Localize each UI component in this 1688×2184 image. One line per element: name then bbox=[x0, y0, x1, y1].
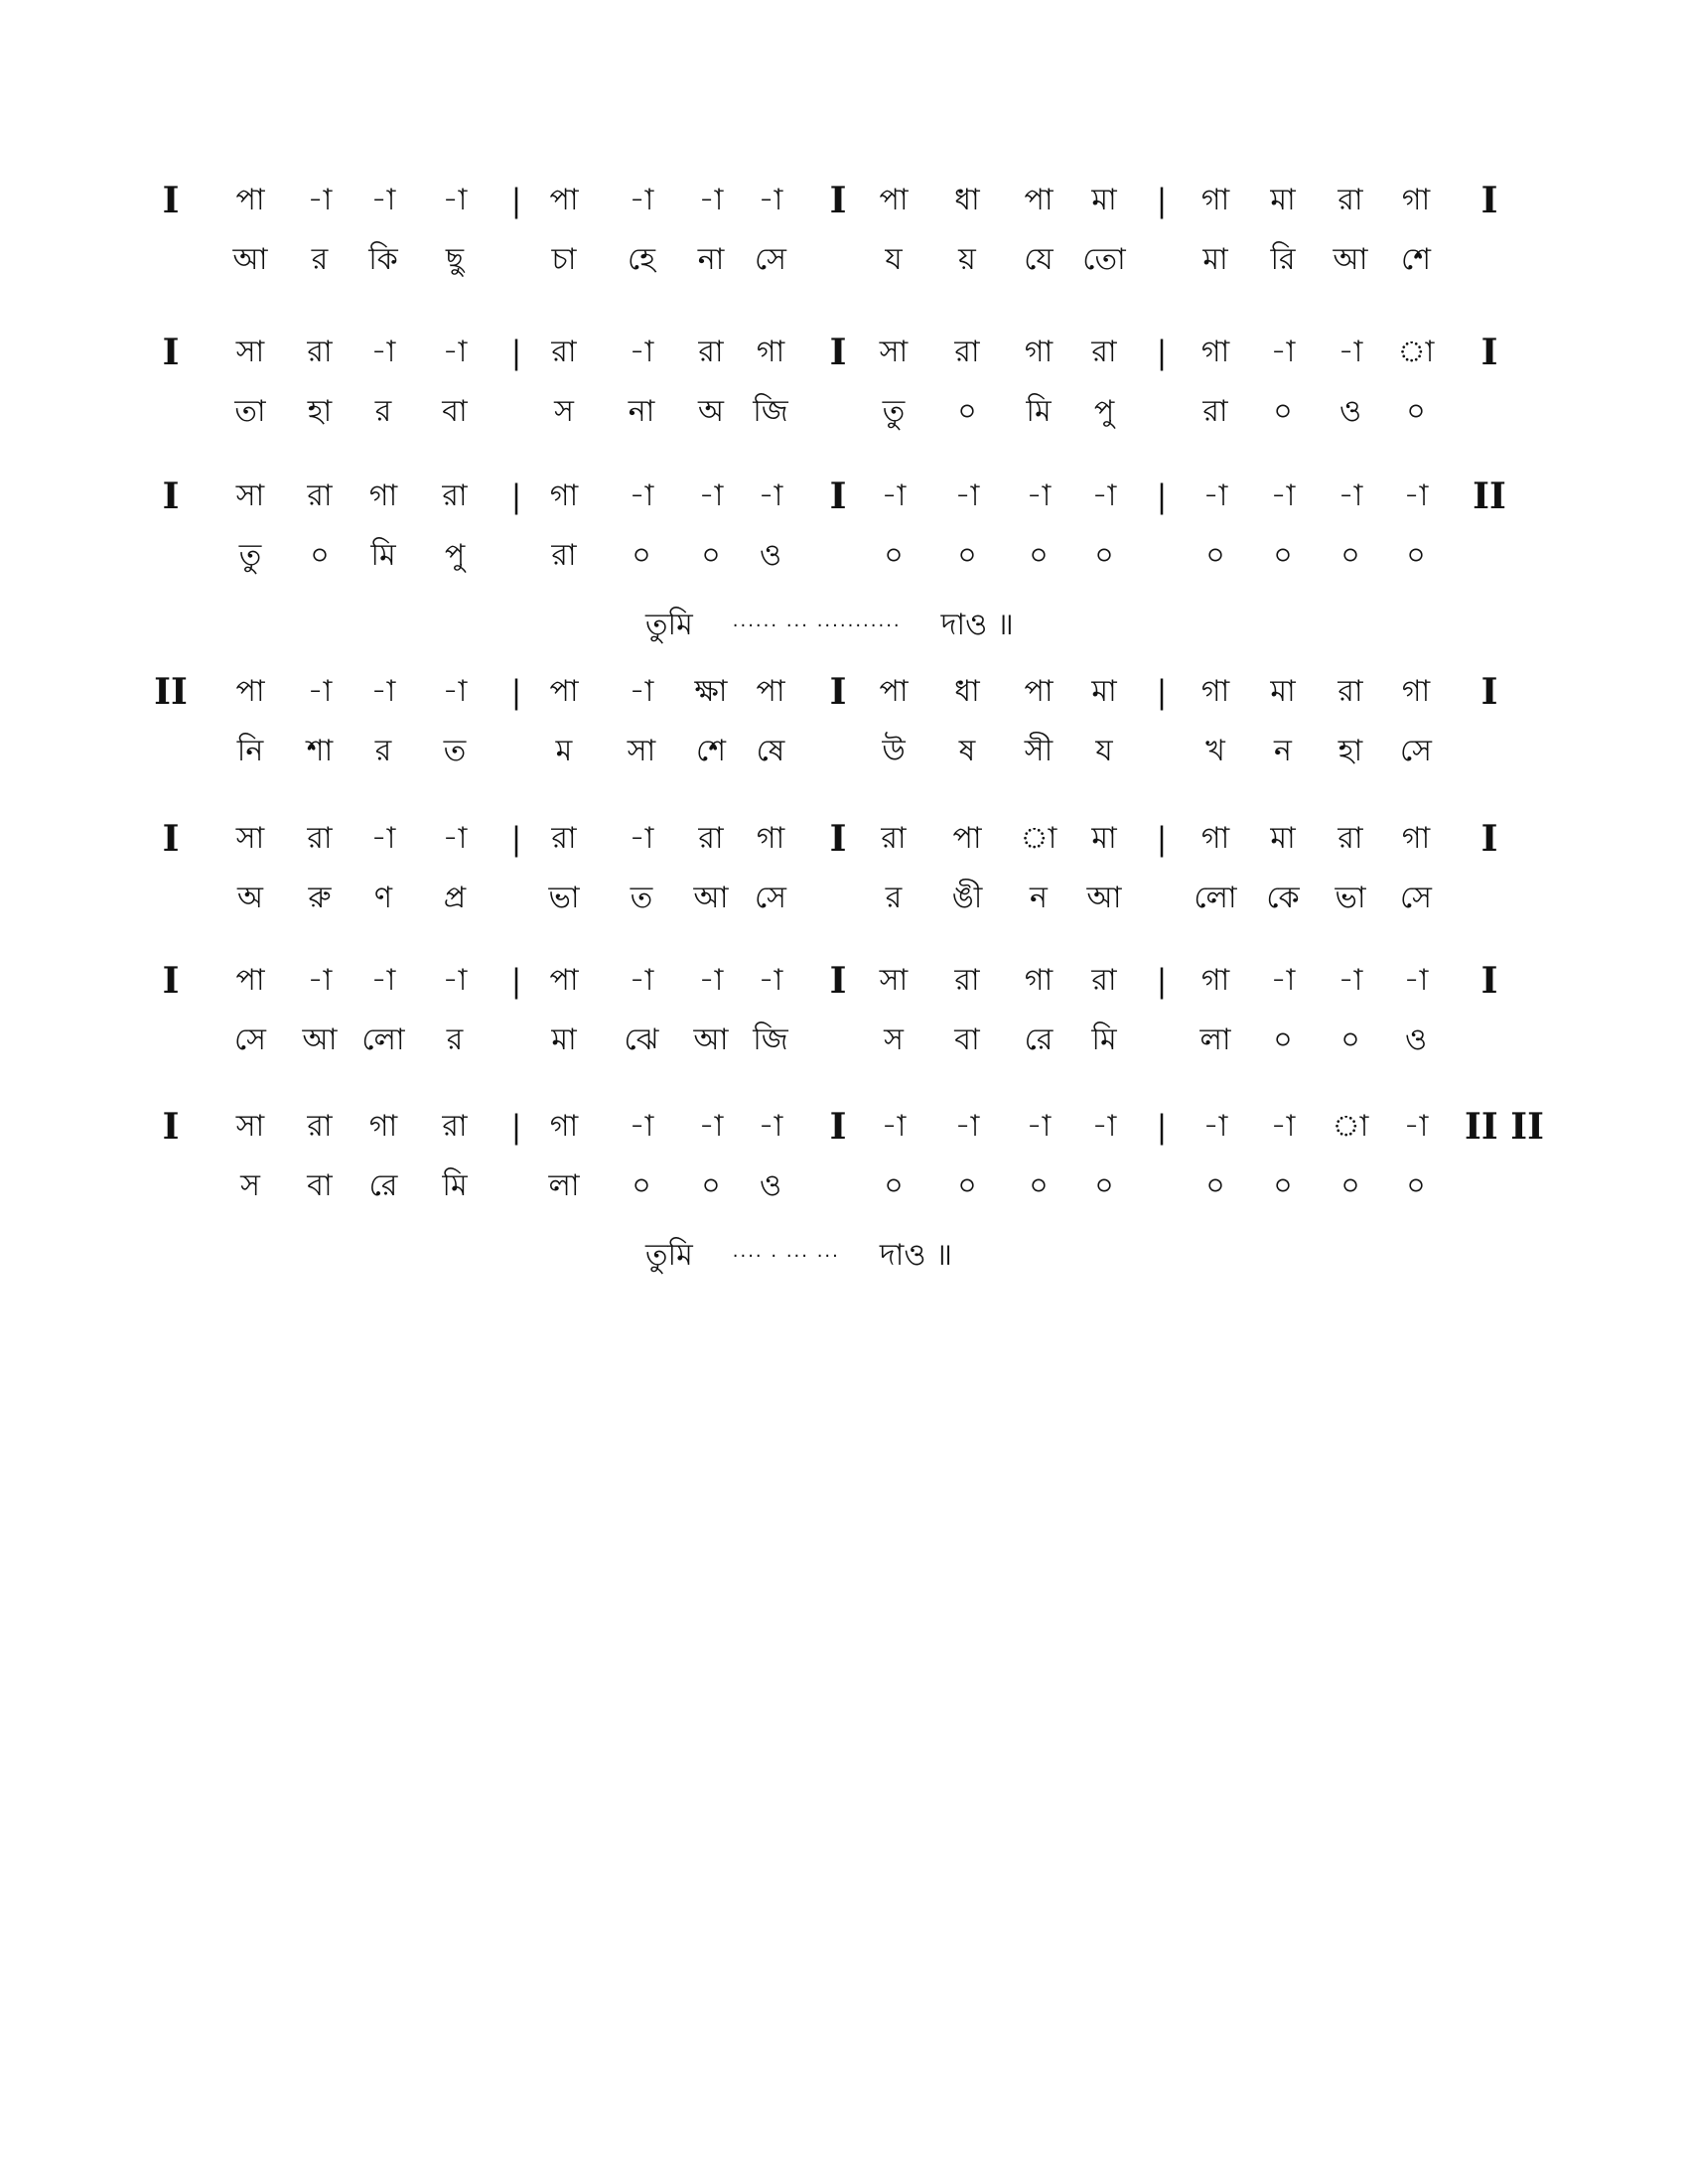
lyric-syllable: খ bbox=[1205, 734, 1225, 768]
bar-line: I bbox=[162, 960, 180, 1002]
note: -া bbox=[1270, 478, 1296, 513]
note: সা bbox=[235, 821, 265, 856]
bar-line: I bbox=[1480, 960, 1498, 1002]
bar-line: I bbox=[829, 671, 847, 713]
lyric-syllable: আ bbox=[232, 242, 268, 277]
note-row bbox=[0, 951, 1688, 1011]
lyric-syllable: ০ bbox=[1205, 1168, 1225, 1203]
note-row bbox=[0, 467, 1688, 526]
bar-line: I bbox=[829, 476, 847, 517]
bar-line: I bbox=[162, 332, 180, 373]
note: -া bbox=[442, 335, 468, 369]
refrain-end: দাও ॥ bbox=[940, 608, 1014, 642]
note: রা bbox=[307, 821, 333, 856]
lyric-syllable: র bbox=[311, 242, 329, 277]
note: গা bbox=[1200, 963, 1230, 998]
lyric-syllable: ০ bbox=[701, 538, 721, 573]
lyric-syllable: নি bbox=[236, 734, 264, 768]
bar-line: I bbox=[162, 1106, 180, 1148]
note: -া bbox=[698, 183, 724, 217]
note: পা bbox=[1024, 183, 1054, 217]
note: রা bbox=[1091, 963, 1117, 998]
note: -া bbox=[442, 674, 468, 709]
lyric-syllable: ০ bbox=[1406, 538, 1426, 573]
note: -া bbox=[629, 1109, 654, 1144]
lyric-syllable: তু bbox=[238, 538, 262, 573]
bar-line: | bbox=[510, 820, 522, 858]
lyric-syllable: ০ bbox=[1273, 1168, 1293, 1203]
bar-line: | bbox=[1156, 334, 1168, 371]
lyric-syllable: লো bbox=[361, 1023, 405, 1057]
note: -া bbox=[307, 674, 333, 709]
note: রা bbox=[954, 963, 980, 998]
lyric-syllable: রা bbox=[1202, 394, 1228, 429]
note: রা bbox=[698, 821, 724, 856]
note: া bbox=[1397, 335, 1435, 369]
note: গা bbox=[1200, 335, 1230, 369]
note: মা bbox=[1270, 821, 1296, 856]
lyric-syllable: সে bbox=[1400, 734, 1432, 768]
lyric-syllable: ঝে bbox=[624, 1023, 659, 1057]
note: -া bbox=[1202, 1109, 1228, 1144]
note: -া bbox=[1270, 963, 1296, 998]
lyric-syllable: না bbox=[628, 394, 655, 429]
bar-line: | bbox=[510, 182, 522, 219]
lyric-syllable: ০ bbox=[1406, 1168, 1426, 1203]
bar-line: I bbox=[829, 332, 847, 373]
bar-line: I bbox=[829, 180, 847, 221]
note: গা bbox=[1024, 335, 1054, 369]
lyric-syllable: র bbox=[446, 1023, 464, 1057]
refrain-start: তুমি bbox=[645, 608, 693, 642]
note: সা bbox=[879, 335, 909, 369]
note: -া bbox=[370, 963, 396, 998]
note-row bbox=[0, 809, 1688, 869]
lyric-syllable: রে bbox=[1024, 1023, 1054, 1057]
lyric-syllable: ও bbox=[759, 538, 782, 573]
refrain-ellipsis: ······ ··· ··········· bbox=[732, 614, 902, 636]
lyric-syllable: লো bbox=[1194, 881, 1237, 915]
lyric-syllable: চা bbox=[551, 242, 577, 277]
note: রা bbox=[954, 335, 980, 369]
note-row bbox=[0, 662, 1688, 722]
note-row bbox=[0, 171, 1688, 230]
lyric-syllable: বা bbox=[307, 1168, 333, 1203]
lyric-syllable: যে bbox=[1024, 242, 1054, 277]
lyric-syllable: মা bbox=[551, 1023, 577, 1057]
note: -া bbox=[1337, 335, 1363, 369]
lyric-syllable: ন bbox=[1274, 734, 1292, 768]
note: সা bbox=[879, 963, 909, 998]
lyric-syllable: হা bbox=[307, 394, 333, 429]
lyric-syllable: য bbox=[885, 242, 903, 277]
bar-line: I bbox=[1480, 671, 1498, 713]
lyric-syllable: য় bbox=[958, 242, 976, 277]
note: ধা bbox=[954, 674, 980, 709]
lyric-syllable: য bbox=[1095, 734, 1113, 768]
lyric-syllable: র bbox=[885, 881, 903, 915]
lyric-row bbox=[0, 382, 1688, 442]
note: রা bbox=[1091, 335, 1117, 369]
bar-line: I bbox=[162, 476, 180, 517]
lyric-syllable: ০ bbox=[701, 1168, 721, 1203]
note: পা bbox=[235, 183, 265, 217]
note: -া bbox=[954, 1109, 980, 1144]
lyric-syllable: সা bbox=[627, 734, 656, 768]
note: গা bbox=[1200, 821, 1230, 856]
lyric-syllable: ছু bbox=[445, 242, 465, 277]
note: -া bbox=[954, 478, 980, 513]
note: রা bbox=[307, 335, 333, 369]
lyric-syllable: মা bbox=[1202, 242, 1228, 277]
note: সা bbox=[235, 1109, 265, 1144]
lyric-syllable: ০ bbox=[632, 1168, 651, 1203]
lyric-syllable: রি bbox=[1270, 242, 1296, 277]
note: -া bbox=[1026, 1109, 1052, 1144]
lyric-syllable: রে bbox=[368, 1168, 398, 1203]
lyric-syllable: উ bbox=[882, 734, 906, 768]
note: -া bbox=[1270, 335, 1296, 369]
lyric-syllable: মি bbox=[442, 1168, 468, 1203]
note: সা bbox=[235, 335, 265, 369]
lyric-syllable: আ bbox=[1333, 242, 1368, 277]
lyric-row bbox=[0, 869, 1688, 928]
note: -া bbox=[1270, 1109, 1296, 1144]
note: -া bbox=[442, 821, 468, 856]
lyric-syllable: ০ bbox=[1094, 538, 1114, 573]
note: -া bbox=[698, 478, 724, 513]
note: -া bbox=[442, 183, 468, 217]
note: রা bbox=[1337, 674, 1363, 709]
lyric-syllable: ভা bbox=[548, 881, 580, 915]
note: রা bbox=[881, 821, 907, 856]
note: -া bbox=[370, 183, 396, 217]
notation-stave bbox=[0, 171, 1688, 290]
lyric-row bbox=[0, 230, 1688, 290]
note: পা bbox=[235, 674, 265, 709]
lyric-syllable: ০ bbox=[884, 538, 904, 573]
lyric-syllable: ন bbox=[1030, 881, 1048, 915]
note: -া bbox=[1403, 478, 1429, 513]
lyric-syllable: বা bbox=[442, 394, 468, 429]
bar-line: | bbox=[1156, 820, 1168, 858]
note: পা bbox=[1024, 674, 1054, 709]
note: -া bbox=[629, 478, 654, 513]
lyric-syllable: ষে bbox=[756, 734, 785, 768]
bar-line: | bbox=[510, 478, 522, 515]
note: -া bbox=[881, 1109, 907, 1144]
bar-line: I bbox=[829, 960, 847, 1002]
note: -া bbox=[758, 1109, 783, 1144]
note: মা bbox=[1091, 674, 1117, 709]
lyric-syllable: ০ bbox=[1029, 538, 1049, 573]
lyric-syllable: সী bbox=[1024, 734, 1054, 768]
bar-line: II bbox=[1473, 476, 1506, 517]
note: রা bbox=[442, 1109, 468, 1144]
note: -া bbox=[629, 674, 654, 709]
bar-line: I bbox=[829, 1106, 847, 1148]
lyric-syllable: রা bbox=[551, 538, 577, 573]
lyric-syllable: আ bbox=[693, 881, 729, 915]
lyric-syllable: শা bbox=[306, 734, 334, 768]
lyric-syllable: পু bbox=[444, 538, 466, 573]
bar-line: | bbox=[1156, 962, 1168, 1000]
note: -া bbox=[370, 821, 396, 856]
lyric-syllable: রু bbox=[308, 881, 332, 915]
note: -া bbox=[370, 335, 396, 369]
note: -া bbox=[1403, 1109, 1429, 1144]
bar-line: | bbox=[510, 962, 522, 1000]
note: -া bbox=[442, 963, 468, 998]
lyric-syllable: তো bbox=[1082, 242, 1126, 277]
lyric-syllable: ০ bbox=[1340, 1023, 1360, 1057]
note: রা bbox=[698, 335, 724, 369]
note: গা bbox=[756, 821, 785, 856]
lyric-syllable: ত bbox=[443, 734, 467, 768]
note: -া bbox=[629, 335, 654, 369]
lyric-syllable: কি bbox=[368, 242, 398, 277]
refrain-line bbox=[645, 601, 1014, 651]
note: -া bbox=[1026, 478, 1052, 513]
lyric-syllable: সে bbox=[234, 1023, 266, 1057]
note: রা bbox=[307, 1109, 333, 1144]
note: রা bbox=[442, 478, 468, 513]
lyric-syllable: ও bbox=[759, 1168, 782, 1203]
note: -া bbox=[1202, 478, 1228, 513]
bar-line: I bbox=[829, 818, 847, 860]
note: -া bbox=[1337, 963, 1363, 998]
note: -া bbox=[307, 183, 333, 217]
bar-line: | bbox=[1156, 478, 1168, 515]
lyric-syllable: ০ bbox=[1205, 538, 1225, 573]
note: গা bbox=[1401, 183, 1431, 217]
note: পা bbox=[952, 821, 982, 856]
note: -া bbox=[758, 478, 783, 513]
note: -া bbox=[1403, 963, 1429, 998]
lyric-syllable: অ bbox=[237, 881, 263, 915]
note: ধা bbox=[954, 183, 980, 217]
note: পা bbox=[756, 674, 785, 709]
lyric-syllable: ০ bbox=[632, 538, 651, 573]
lyric-syllable: ০ bbox=[1273, 394, 1293, 429]
lyric-syllable: না bbox=[697, 242, 725, 277]
lyric-syllable: বা bbox=[954, 1023, 980, 1057]
note: মা bbox=[1270, 674, 1296, 709]
note: -া bbox=[629, 963, 654, 998]
lyric-syllable: মি bbox=[370, 538, 396, 573]
note: পা bbox=[879, 183, 909, 217]
lyric-row bbox=[0, 526, 1688, 586]
note: পা bbox=[549, 183, 579, 217]
note: গা bbox=[1200, 183, 1230, 217]
refrain-ellipsis: ···· · ··· ··· bbox=[732, 1245, 840, 1267]
notation-stave bbox=[0, 662, 1688, 781]
lyric-syllable: ০ bbox=[1273, 1023, 1293, 1057]
lyric-syllable: আ bbox=[302, 1023, 338, 1057]
lyric-syllable: মি bbox=[1026, 394, 1052, 429]
lyric-syllable: তু bbox=[882, 394, 906, 429]
lyric-row bbox=[0, 722, 1688, 781]
note: মা bbox=[1270, 183, 1296, 217]
note: মা bbox=[1091, 821, 1117, 856]
lyric-syllable: সে bbox=[755, 242, 786, 277]
lyric-syllable: ০ bbox=[1273, 538, 1293, 573]
note: -া bbox=[698, 1109, 724, 1144]
note: গা bbox=[368, 1109, 398, 1144]
lyric-syllable: সে bbox=[1400, 881, 1432, 915]
lyric-syllable: ম bbox=[555, 734, 573, 768]
note: মা bbox=[1091, 183, 1117, 217]
bar-line: | bbox=[510, 1108, 522, 1146]
bar-line: I bbox=[162, 818, 180, 860]
note: গা bbox=[1024, 963, 1054, 998]
note: রা bbox=[1337, 821, 1363, 856]
lyric-syllable: জি bbox=[753, 394, 788, 429]
lyric-syllable: ০ bbox=[957, 394, 977, 429]
lyric-syllable: হা bbox=[1337, 734, 1363, 768]
note: গা bbox=[1401, 821, 1431, 856]
note: রা bbox=[551, 821, 577, 856]
lyric-row bbox=[0, 1157, 1688, 1216]
lyric-syllable: স bbox=[884, 1023, 904, 1057]
lyric-syllable: ভা bbox=[1335, 881, 1366, 915]
lyric-syllable: শে bbox=[696, 734, 726, 768]
lyric-syllable: ০ bbox=[310, 538, 330, 573]
note: -া bbox=[1337, 478, 1363, 513]
lyric-syllable: ০ bbox=[884, 1168, 904, 1203]
lyric-syllable: আ bbox=[693, 1023, 729, 1057]
note: গা bbox=[549, 1109, 579, 1144]
lyric-syllable: প্র bbox=[443, 881, 467, 915]
note: ক্ষা bbox=[694, 674, 728, 709]
bar-line: | bbox=[510, 673, 522, 711]
bar-line: | bbox=[510, 334, 522, 371]
lyric-syllable: ০ bbox=[1340, 1168, 1360, 1203]
refrain-line bbox=[645, 1231, 952, 1282]
note: -া bbox=[758, 183, 783, 217]
note-row bbox=[0, 323, 1688, 382]
note: -া bbox=[758, 963, 783, 998]
bar-line: | bbox=[1156, 673, 1168, 711]
note: পা bbox=[879, 674, 909, 709]
lyric-syllable: ০ bbox=[1340, 538, 1360, 573]
lyric-syllable: ঙী bbox=[951, 881, 983, 915]
note: গা bbox=[549, 478, 579, 513]
lyric-syllable: ০ bbox=[1094, 1168, 1114, 1203]
note: -া bbox=[1091, 1109, 1117, 1144]
notation-stave bbox=[0, 467, 1688, 642]
note: -া bbox=[881, 478, 907, 513]
note: গা bbox=[368, 478, 398, 513]
lyric-syllable: পু bbox=[1093, 394, 1115, 429]
refrain-end: দাও ॥ bbox=[879, 1238, 952, 1273]
note: -া bbox=[629, 821, 654, 856]
note: রা bbox=[1337, 183, 1363, 217]
note: -া bbox=[370, 674, 396, 709]
lyric-syllable: স bbox=[554, 394, 574, 429]
note: গা bbox=[1200, 674, 1230, 709]
lyric-syllable: র bbox=[374, 394, 392, 429]
note: া bbox=[1020, 821, 1057, 856]
lyric-syllable: শে bbox=[1401, 242, 1431, 277]
note: -া bbox=[307, 963, 333, 998]
refrain-start: তুমি bbox=[645, 1238, 693, 1273]
note: পা bbox=[549, 963, 579, 998]
notation-stave bbox=[0, 951, 1688, 1070]
bar-line: I bbox=[162, 180, 180, 221]
lyric-syllable: মি bbox=[1091, 1023, 1117, 1057]
notation-stave bbox=[0, 809, 1688, 928]
lyric-syllable: র bbox=[374, 734, 392, 768]
note: পা bbox=[235, 963, 265, 998]
lyric-syllable: কে bbox=[1266, 881, 1300, 915]
lyric-syllable: ০ bbox=[957, 1168, 977, 1203]
lyric-syllable: ০ bbox=[1406, 394, 1426, 429]
note-row bbox=[0, 1097, 1688, 1157]
note: সা bbox=[235, 478, 265, 513]
note: গা bbox=[1401, 674, 1431, 709]
note: গা bbox=[756, 335, 785, 369]
lyric-syllable: ০ bbox=[957, 538, 977, 573]
note: -া bbox=[629, 183, 654, 217]
note: -া bbox=[698, 963, 724, 998]
lyric-syllable: আ bbox=[1086, 881, 1122, 915]
note: া bbox=[1332, 1109, 1369, 1144]
lyric-syllable: জি bbox=[753, 1023, 788, 1057]
lyric-syllable: হে bbox=[628, 242, 655, 277]
lyric-syllable: ০ bbox=[1029, 1168, 1049, 1203]
note: -া bbox=[1091, 478, 1117, 513]
lyric-syllable: ষ bbox=[958, 734, 976, 768]
notation-stave bbox=[0, 1097, 1688, 1273]
bar-line: I bbox=[1480, 180, 1498, 221]
bar-line: II bbox=[154, 671, 188, 713]
bar-line: | bbox=[1156, 182, 1168, 219]
notation-stave bbox=[0, 323, 1688, 442]
lyric-syllable: লা bbox=[548, 1168, 580, 1203]
lyric-syllable: স bbox=[240, 1168, 260, 1203]
lyric-syllable: ও bbox=[1338, 394, 1362, 429]
bar-line: I bbox=[1480, 818, 1498, 860]
note: রা bbox=[551, 335, 577, 369]
note: পা bbox=[549, 674, 579, 709]
lyric-syllable: তা bbox=[234, 394, 266, 429]
note: রা bbox=[307, 478, 333, 513]
lyric-row bbox=[0, 1011, 1688, 1070]
lyric-syllable: ণ bbox=[373, 881, 393, 915]
bar-line: I bbox=[1480, 332, 1498, 373]
lyric-syllable: ত bbox=[630, 881, 653, 915]
lyric-syllable: অ bbox=[698, 394, 724, 429]
bar-line: | bbox=[1156, 1108, 1168, 1146]
lyric-syllable: লা bbox=[1199, 1023, 1231, 1057]
bar-line: II II bbox=[1465, 1106, 1544, 1148]
lyric-syllable: সে bbox=[755, 881, 786, 915]
lyric-syllable: ও bbox=[1404, 1023, 1428, 1057]
